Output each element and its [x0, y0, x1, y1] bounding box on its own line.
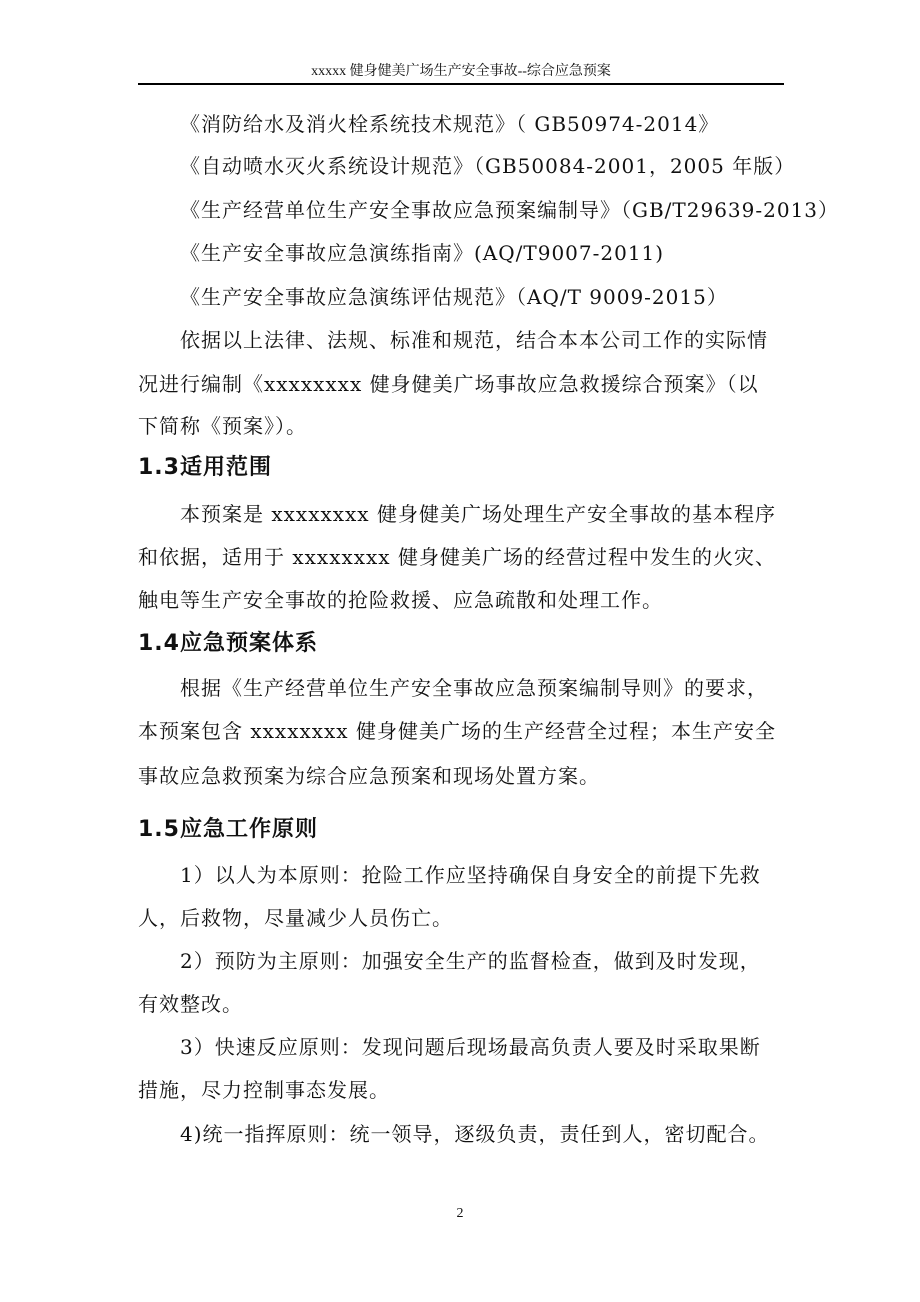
running-header: xxxxx 健身健美广场生产安全事故--综合应急预案 [311, 64, 611, 79]
body-text-line: 3）快速反应原则：发现问题后现场最高负责人要及时采取果断 [180, 1035, 761, 1059]
body-text-line: 和依据，适用于 xxxxxxxx 健身健美广场的经营过程中发生的火灾、 [138, 545, 776, 569]
reference-line: 《生产安全事故应急演练评估规范》（AQ/T 9009-2015） [180, 285, 728, 309]
body-text-line: 依据以上法律、法规、标准和规范，结合本本公司工作的实际情 [180, 328, 768, 352]
body-text-line: 4)统一指挥原则：统一领导，逐级负责，责任到人，密切配合。 [180, 1122, 770, 1146]
section-heading-system: 1.4应急预案体系 [138, 631, 318, 656]
header-divider [138, 83, 784, 85]
body-text-line: 本预案包含 xxxxxxxx 健身健美广场的生产经营全过程；本生产安全 [138, 719, 776, 743]
body-text-line: 根据《生产经营单位生产安全事故应急预案编制导则》的要求， [180, 676, 768, 700]
reference-line: 《自动喷水灭火系统设计规范》（GB50084-2001，2005 年版） [180, 154, 796, 178]
reference-line: 《生产经营单位生产安全事故应急预案编制导》（GB/T29639-2013） [180, 198, 840, 222]
section-heading-principles: 1.5应急工作原则 [138, 817, 318, 842]
body-text-line: 事故应急救预案为综合应急预案和现场处置方案。 [138, 764, 600, 788]
body-text-line: 本预案是 xxxxxxxx 健身健美广场处理生产安全事故的基本程序 [180, 502, 776, 526]
page-number: 2 [456, 1206, 464, 1221]
section-heading-scope: 1.3适用范围 [138, 455, 272, 480]
reference-line: 《生产安全事故应急演练指南》(AQ/T9007-2011) [180, 241, 665, 265]
body-text-line: 措施，尽力控制事态发展。 [138, 1078, 390, 1102]
body-text-line: 况进行编制《xxxxxxxx 健身健美广场事故应急救援综合预案》（以 [138, 372, 759, 396]
body-text-line: 2）预防为主原则：加强安全生产的监督检查，做到及时发现， [180, 949, 761, 973]
body-text-line: 有效整改。 [138, 992, 243, 1016]
body-text-line: 1）以人为本原则：抢险工作应坚持确保自身安全的前提下先救 [180, 863, 761, 887]
reference-line: 《消防给水及消火栓系统技术规范》（ GB50974-2014》 [180, 112, 720, 136]
body-text-line: 人，后救物，尽量减少人员伤亡。 [138, 906, 453, 930]
body-text-line: 下简称《预案》）。 [138, 414, 307, 438]
body-text-line: 触电等生产安全事故的抢险救援、应急疏散和处理工作。 [138, 588, 663, 612]
